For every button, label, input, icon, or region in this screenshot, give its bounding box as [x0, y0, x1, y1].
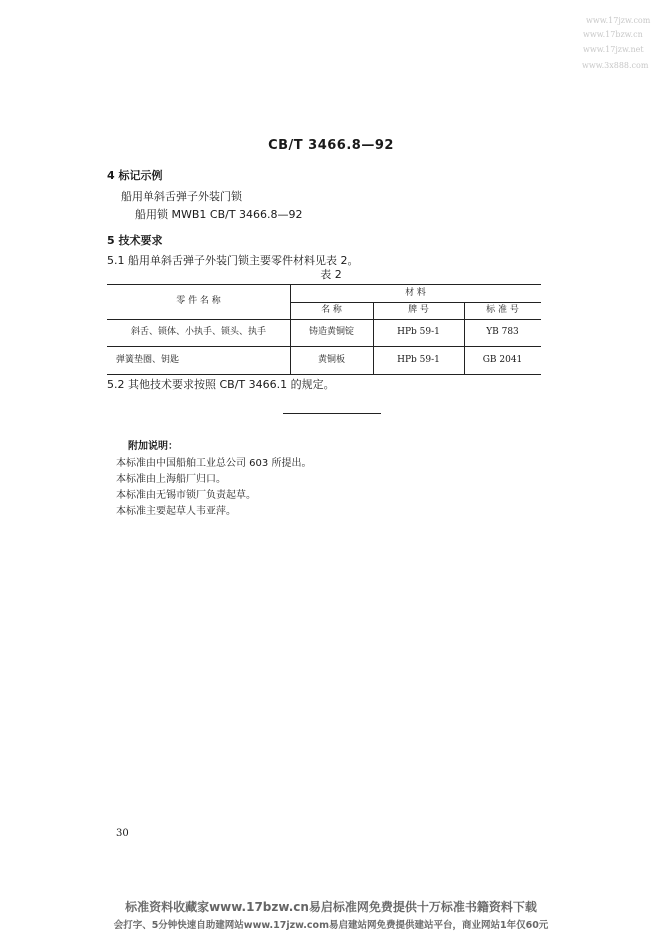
notes-line: 本标准主要起草人韦亚萍。: [116, 506, 236, 517]
table-header-material: 材 料: [405, 288, 426, 298]
section-5-heading: 5 技术要求: [107, 234, 163, 247]
table-subheader-standard: 标 准 号: [486, 305, 519, 315]
clause-5-1: 5.1 船用单斜舌弹子外装门锁主要零件材料见表 2。: [107, 254, 359, 267]
table-cell-standard: GB 2041: [482, 355, 523, 365]
table-cell-part: 弹簧垫圈、钥匙: [116, 355, 180, 365]
watermark-line: www.17bzw.cn: [583, 30, 643, 39]
table-cell-name: 铸造黄铜锭: [308, 327, 354, 337]
clause-5-2: 5.2 其他技术要求按照 CB/T 3466.1 的规定。: [107, 378, 335, 391]
notes-line: 本标准由无锡市锁厂负责起草。: [116, 490, 256, 501]
page-header: CB/T 3466.8—92: [268, 138, 394, 153]
table-cell-grade: HPb 59-1: [397, 327, 440, 337]
table-cell-name: 黄铜板: [317, 355, 345, 365]
table-header-part: 零 件 名 称: [176, 296, 221, 306]
end-rule: [283, 413, 381, 414]
watermark-line: www.17jzw.net: [583, 45, 644, 54]
page-number: 30: [116, 828, 129, 839]
table-caption: 表 2: [320, 268, 342, 281]
watermark-line: www.17jzw.com: [586, 16, 651, 25]
footer-line-2: 会打字、5分钟快速自助建网站www.17jzw.com易启建站网免费提供建站平台，商业网站1年仅60元: [113, 920, 549, 931]
notes-line: 本标准由上海船厂归口。: [116, 474, 226, 485]
table-subheader-grade: 牌 号: [408, 305, 429, 315]
notes-line: 本标准由中国船舶工业总公司 603 所提出。: [116, 458, 312, 469]
table-cell-grade: HPb 59-1: [397, 355, 440, 365]
table-subheader-name: 名 称: [321, 305, 342, 315]
footer-line-1: 标准资料收藏家www.17bzw.cn易启标准网免费提供十万标准书籍资料下载: [125, 900, 537, 914]
marking-example-line: 船用单斜舌弹子外装门锁: [121, 190, 242, 203]
table-cell-part: 斜舌、锁体、小执手、锁头、执手: [130, 327, 266, 337]
table-cell-standard: YB 783: [486, 327, 519, 337]
notes-title: 附加说明：: [128, 441, 178, 452]
section-4-heading: 4 标记示例: [107, 169, 163, 182]
marking-example-code: 船用锁 MWB1 CB/T 3466.8—92: [135, 208, 303, 221]
watermark-line: www.3x888.com: [582, 61, 649, 70]
